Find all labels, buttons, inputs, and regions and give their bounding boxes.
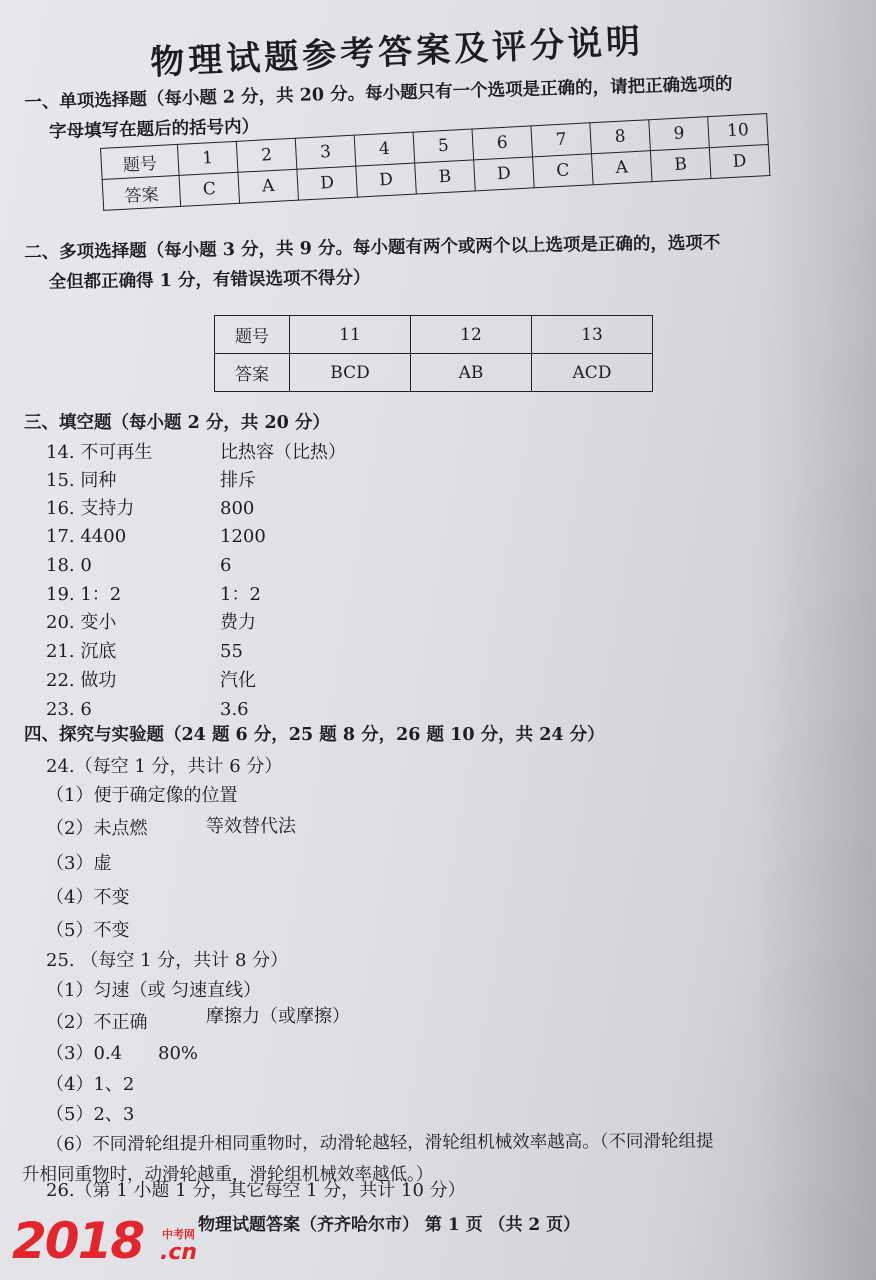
section4-heading: 四、探究与实验题（24 题 6 分，25 题 8 分，26 题 10 分，共 24 分） [24,725,605,745]
list-item: （1）匀速（或 匀速直线） [46,980,262,1001]
list-item: 16. 支持力 [46,498,135,519]
table-row-answers: 答案 C A D D B D C A B D [102,145,770,211]
list-item-answer: 6 [220,555,232,576]
list-item-answer: 排斥 [220,470,256,491]
section2-heading: 二、多项选择题（每小题 3 分，共 9 分。每小题有两个或两个以上选项是正确的，选项不 全但都正确得 1 分，有错误选项不得分） [24,233,721,293]
section1-heading: 一、单项选择题（每小题 2 分，共 20 分。每小题只有一个选项是正确的，请把正确选项的 字母填写在题后的括号内） [24,74,733,143]
table-row-numbers: 题号 11 12 13 [215,316,653,354]
list-item: 20. 变小 [46,612,117,633]
list-item: （4）不变 [46,887,130,908]
list-item: 19. 1：2 [46,584,122,605]
list-item-answer: 55 [220,641,243,662]
list-item: 15. 同种 [46,470,117,491]
list-item: （5）2、3 [46,1104,135,1125]
answer-table-multi [214,315,653,392]
list-item: 18. 0 [46,555,92,576]
table-row-answers: 答案 BCD AB ACD [215,354,653,392]
list-item-answer: 1200 [220,526,266,547]
q25-heading: 25. （每空 1 分，共计 8 分） [46,950,289,971]
list-item: 23. 6 [46,699,92,720]
list-item-answer: 800 [220,498,255,519]
table-row-numbers: 题号 1 2 3 4 5 6 7 8 9 10 [101,114,769,180]
page-shadow [756,0,876,1280]
watermark-domain: .cn [160,1240,198,1265]
list-item-answer: 等效替代法 [206,816,296,837]
section3-heading: 三、填空题（每小题 2 分，共 20 分） [24,413,330,433]
list-item: （2）不正确 [46,1012,148,1033]
watermark-logo [12,1212,212,1270]
list-item: 14. 不可再生 [46,442,153,463]
list-item: （4）1、2 [46,1074,135,1095]
watermark-site: 中考网 [162,1228,195,1241]
q26-heading: 26.（第 1 小题 1 分，其它每空 1 分，共计 10 分） [46,1180,466,1201]
list-item: （3）虚 [46,853,112,874]
list-item-answer: 摩擦力（或摩擦） [206,1006,350,1027]
list-item: 22. 做功 [46,670,117,691]
list-item: 21. 沉底 [46,641,117,662]
list-item: （2）未点燃 [46,818,148,839]
list-item-answer: 比热容（比热） [220,442,346,463]
list-item: （1）便于确定像的位置 [46,785,238,806]
page-title: 物理试题参考答案及评分说明 [149,21,645,84]
list-item-answer: 费力 [220,612,256,633]
watermark-year: 2018 [12,1212,144,1270]
list-item-answer: 3.6 [220,699,249,720]
list-item-answer: 80% [158,1043,199,1064]
list-item-continued: 升相同重物时，动滑轮越重，滑轮组机械效率越低。） [22,1165,434,1185]
list-item: （6）不同滑轮组提升相同重物时，动滑轮越轻，滑轮组机械效率越高。（不同滑轮组提 [46,1131,714,1155]
page-footer: 物理试题答案（齐齐哈尔市） 第 1 页 （共 2 页） [198,1215,581,1235]
list-item: （5）不变 [46,920,130,941]
q24-heading: 24.（每空 1 分，共计 6 分） [46,756,283,777]
list-item-answer: 汽化 [220,670,256,691]
list-item: 17. 4400 [46,526,127,547]
list-item: （3）0.4 [46,1043,123,1064]
list-item-answer: 1：2 [220,584,261,605]
